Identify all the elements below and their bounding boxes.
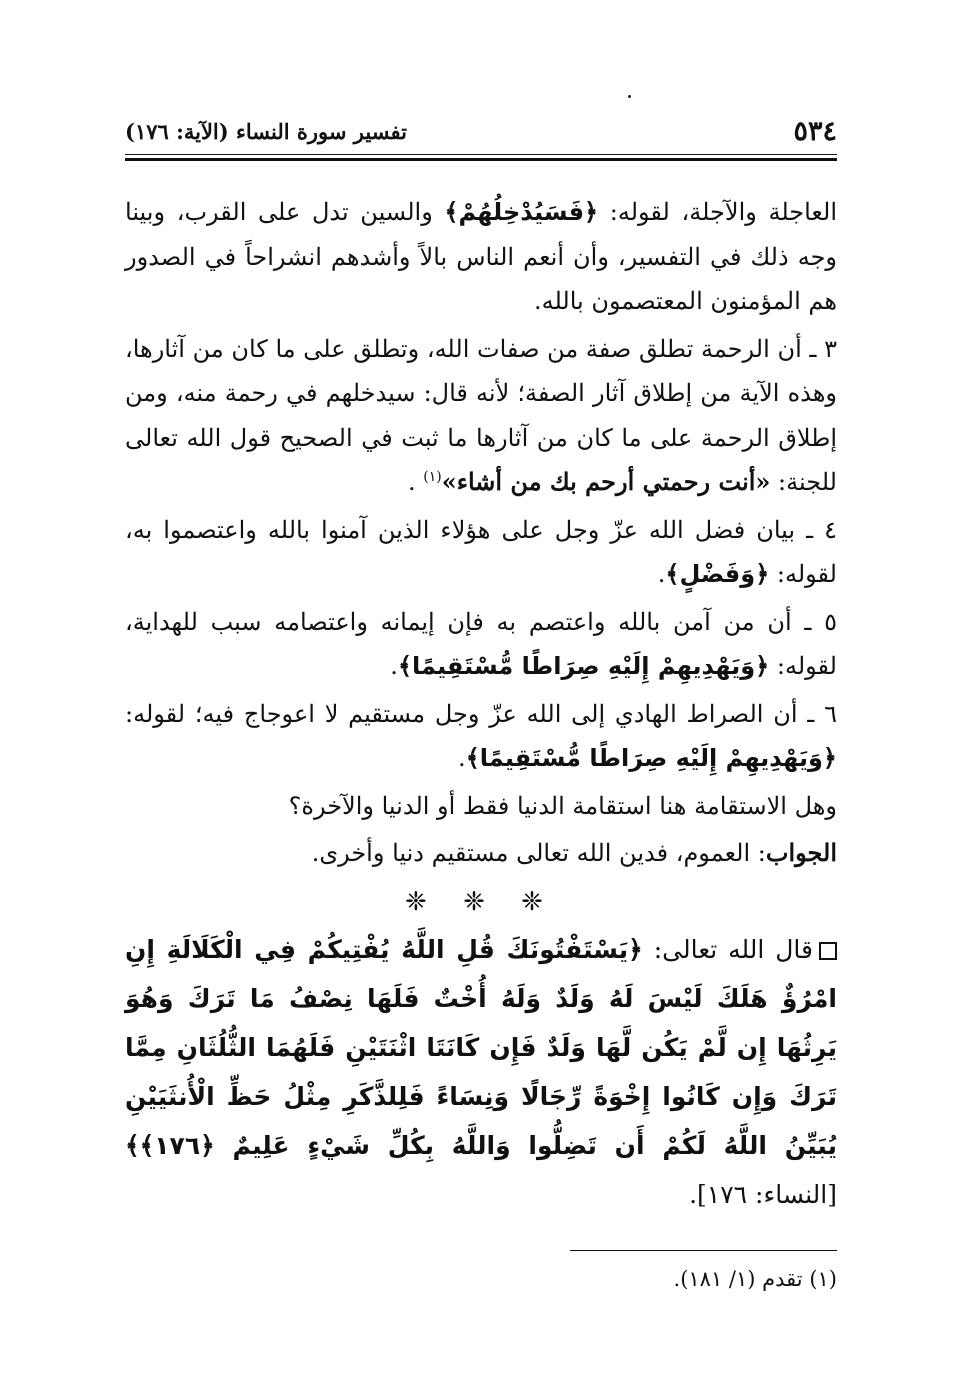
square-bullet-icon [819,942,837,960]
running-title: تفسير سورة النساء (الآية: ١٧٦) [125,119,407,144]
section-separator: ❈ ❈ ❈ [405,886,557,917]
paragraph-point-6 [125,692,837,781]
paragraph-question [125,784,837,829]
quran-verse: ﴿يَسْتَفْتُونَكَ قُلِ اللَّهُ يُفْتِيكُمْ فِي الْكَلَالَةِ إِنِ امْرُؤٌ هَلَكَ لَيْسَ لَهُ وَلَدٌ وَلَهُ أُخْتٌ فَلَهَا نِصْفُ مَا تَرَكَ وَهُوَ يَرِثُهَا إِن لَّمْ يَكُن لَّهَا وَلَدٌ فَإِن كَانَتَا اثْنَتَيْنِ فَلَهُمَا الثُّلُثَانِ مِمَّا تَرَكَ وَإِن كَانُوا إِخْوَةً رِّجَالًا وَنِسَاءً فَلِلذَّكَرِ مِثْلُ حَظِّ الْأُنثَيَيْنِ يُبَيِّنُ اللَّهُ لَكُمْ أَن تَضِلُّوا وَاللَّهُ بِكُلِّ شَيْءٍ عَلِيمٌ ﴿١٧٦﴾﴾ [125,934,837,1160]
header-rule-thin [125,154,837,155]
header-rule-thick [125,158,837,161]
paragraph-answer [125,831,837,876]
verse-block [125,925,837,1219]
text-run: : العموم، فدين الله تعالى مستقيم دنيا وأخرى. [311,839,766,867]
verse-citation: [النساء: ١٧٦]. [689,1179,837,1209]
paragraph-point-4 [125,508,837,597]
quran-quote: ﴿فَسَيُدْخِلُهُمْ﴾ [444,198,599,226]
page-header [125,112,837,152]
text-run: وهل الاستقامة هنا استقامة الدنيا فقط أو الدنيا والآخرة؟ [288,791,837,820]
text-run: . [390,652,398,680]
verse-intro: قال الله تعالى: [642,934,814,964]
quran-quote: ﴿وَيَهْدِيهِمْ إِلَيْهِ صِرَاطًا مُّسْتَقِيمًا﴾ [465,744,837,772]
body-text [125,190,837,1219]
paragraph-continuation [125,190,837,324]
print-speck [628,95,631,98]
text-run: ٥ ـ أن من آمن بالله واعتصم به فإن إيمانه واعتصامه سبب للهداية، لقوله: [125,607,837,680]
text-run: . [407,468,424,496]
quran-quote: ﴿وَفَضْلٍ﴾ [665,560,770,588]
text-run: العاجلة والآجلة، لقوله: [598,198,837,226]
text-run: ٦ ـ أن الصراط الهادي إلى الله عزّ وجل مستقيم لا اعوجاج فيه؛ لقوله: [125,699,837,728]
text-run: ٤ ـ بيان فضل الله عزّ وجل على هؤلاء الذين آمنوا بالله واعتصموا به، لقوله: [125,515,838,588]
text-run: . [657,560,666,588]
text-run: والسين تدل على القرب، وبينا وجه ذلك في التفسير، وأن أنعم الناس بالاً وأشدهم انشراحاً في الصدور هم المؤمنون المعتصمون بالله. [125,198,837,315]
quran-quote: ﴿وَيَهْدِيهِمْ إِلَيْهِ صِرَاطًا مُّسْتَقِيمًا﴾ [397,652,770,680]
footnote: (١) تقدم (١/ ١٨١). [673,1267,837,1291]
text-run: . [458,744,466,772]
page-number: ٥٣٤ [793,116,837,147]
footnote-rule [570,1250,837,1251]
paragraph-point-5 [125,600,837,689]
footnote-reference: (١) [423,469,442,485]
hadith-quote: «أنت رحمتي أرحم بك من أشاء» [441,467,771,496]
text-run: ٣ ـ أن الرحمة تطلق صفة من صفات الله، وتطلق على ما كان من آثارها، وهذه الآية من إطلاق آثار الصفة؛ لأنه قال: سيدخلهم في رحمة منه، ومن إطلاق الرحمة على ما كان من آثارها ما ثبت في الصحيح قول الله تعالى للجنة: [125,334,837,496]
paragraph-point-3 [125,327,837,505]
answer-label: الجواب [765,838,837,867]
